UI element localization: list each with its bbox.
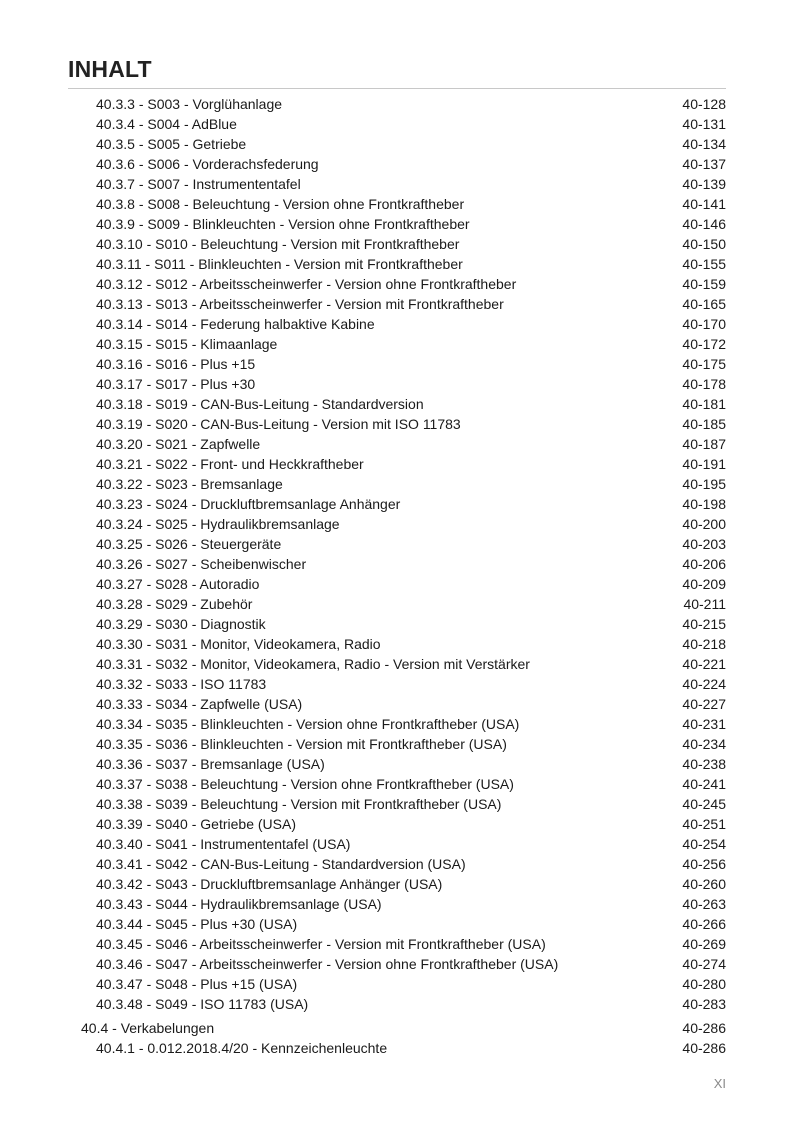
toc-entry-title: 40.3.45 - S046 - Arbeitsscheinwerfer - Version mit Frontkraftheber (USA) xyxy=(96,936,546,952)
toc-entry-page: 40-254 xyxy=(682,836,726,852)
toc-entry-title: 40.3.42 - S043 - Druckluftbremsanlage Anhänger (USA) xyxy=(96,876,443,892)
toc-entry-page: 40-165 xyxy=(682,296,726,312)
toc-entry-page: 40-131 xyxy=(682,116,726,132)
toc-entry-title: 40.3.31 - S032 - Monitor, Videokamera, Radio - Version mit Verstärker xyxy=(96,656,530,672)
toc-row[interactable] xyxy=(0,114,794,134)
toc-entry-page: 40-266 xyxy=(682,916,726,932)
toc-row[interactable] xyxy=(0,734,794,754)
toc-entry-page: 40-172 xyxy=(682,336,726,352)
toc-row[interactable] xyxy=(0,994,794,1014)
toc-row[interactable] xyxy=(0,874,794,894)
toc-entry-page: 40-170 xyxy=(682,316,726,332)
toc-entry-page: 40-139 xyxy=(682,176,726,192)
title-divider xyxy=(68,88,726,89)
toc-row[interactable] xyxy=(0,514,794,534)
toc-row[interactable] xyxy=(0,534,794,554)
toc-row[interactable] xyxy=(0,794,794,814)
toc-row[interactable] xyxy=(0,354,794,374)
toc-entry-page: 40-238 xyxy=(682,756,726,772)
toc-row[interactable] xyxy=(0,674,794,694)
toc-entry-page: 40-234 xyxy=(682,736,726,752)
toc-section-row[interactable] xyxy=(0,1018,794,1038)
toc-entry-title: 40.3.40 - S041 - Instrumententafel (USA) xyxy=(96,836,351,852)
toc-row[interactable] xyxy=(0,234,794,254)
toc-entry-title: 40.3.13 - S013 - Arbeitsscheinwerfer - Version mit Frontkraftheber xyxy=(96,296,504,312)
toc-entry-page: 40-181 xyxy=(682,396,726,412)
toc-entry-title: 40.3.35 - S036 - Blinkleuchten - Version mit Frontkraftheber (USA) xyxy=(96,736,507,752)
toc-entry-title: 40.3.47 - S048 - Plus +15 (USA) xyxy=(96,976,298,992)
toc-entry-page: 40-215 xyxy=(682,616,726,632)
toc-row[interactable] xyxy=(0,574,794,594)
toc-entry-title: 40.3.22 - S023 - Bremsanlage xyxy=(96,476,283,492)
toc-entry-title: 40.3.18 - S019 - CAN-Bus-Leitung - Standardversion xyxy=(96,396,424,412)
toc-entry-page: 40-178 xyxy=(682,376,726,392)
toc-entry-title: 40.3.46 - S047 - Arbeitsscheinwerfer - Version ohne Frontkraftheber (USA) xyxy=(96,956,559,972)
toc-entry-title: 40.3.12 - S012 - Arbeitsscheinwerfer - Version ohne Frontkraftheber xyxy=(96,276,517,292)
toc-entry-title: 40.3.36 - S037 - Bremsanlage (USA) xyxy=(96,756,325,772)
toc-entry-title: 40.3.11 - S011 - Blinkleuchten - Version mit Frontkraftheber xyxy=(96,256,463,272)
toc-entry-page: 40-134 xyxy=(682,136,726,152)
toc-row[interactable] xyxy=(0,1038,794,1058)
toc-row[interactable] xyxy=(0,974,794,994)
toc-entry-title: 40.3.23 - S024 - Druckluftbremsanlage Anhänger xyxy=(96,496,401,512)
toc-entry-title: 40.3.14 - S014 - Federung halbaktive Kabine xyxy=(96,316,375,332)
table-of-contents xyxy=(0,94,794,1058)
toc-row[interactable] xyxy=(0,614,794,634)
toc-entry-page: 40-245 xyxy=(682,796,726,812)
toc-row[interactable] xyxy=(0,934,794,954)
toc-row[interactable] xyxy=(0,174,794,194)
toc-entry-title: 40.3.41 - S042 - CAN-Bus-Leitung - Standardversion (USA) xyxy=(96,856,466,872)
toc-row[interactable] xyxy=(0,334,794,354)
toc-entry-page: 40-191 xyxy=(682,456,726,472)
toc-entry-page: 40-187 xyxy=(682,436,726,452)
toc-row[interactable] xyxy=(0,834,794,854)
toc-entry-title: 40.3.44 - S045 - Plus +30 (USA) xyxy=(96,916,298,932)
toc-entry-title: 40.3.28 - S029 - Zubehör xyxy=(96,596,253,612)
toc-entry-page: 40-200 xyxy=(682,516,726,532)
toc-entry-title: 40.3.32 - S033 - ISO 11783 xyxy=(96,676,267,692)
toc-entry-title: 40.3.9 - S009 - Blinkleuchten - Version ohne Frontkraftheber xyxy=(96,216,470,232)
toc-entry-title: 40.3.39 - S040 - Getriebe (USA) xyxy=(96,816,296,832)
toc-entry-title: 40.3.19 - S020 - CAN-Bus-Leitung - Version mit ISO 11783 xyxy=(96,416,461,432)
toc-row[interactable] xyxy=(0,814,794,834)
toc-row[interactable] xyxy=(0,634,794,654)
toc-entry-title: 40.3.15 - S015 - Klimaanlage xyxy=(96,336,278,352)
toc-row[interactable] xyxy=(0,274,794,294)
toc-entry-title: 40.4 - Verkabelungen xyxy=(81,1020,215,1036)
toc-row[interactable] xyxy=(0,754,794,774)
toc-entry-title: 40.3.20 - S021 - Zapfwelle xyxy=(96,436,261,452)
toc-entry-page: 40-260 xyxy=(682,876,726,892)
toc-entry-title: 40.3.48 - S049 - ISO 11783 (USA) xyxy=(96,996,309,1012)
toc-entry-title: 40.3.7 - S007 - Instrumententafel xyxy=(96,176,301,192)
toc-entry-page: 40-283 xyxy=(682,996,726,1012)
toc-entry-page: 40-137 xyxy=(682,156,726,172)
toc-row[interactable] xyxy=(0,254,794,274)
toc-entry-title: 40.3.3 - S003 - Vorglühanlage xyxy=(96,96,283,112)
toc-entry-title: 40.3.37 - S038 - Beleuchtung - Version ohne Frontkraftheber (USA) xyxy=(96,776,514,792)
toc-entry-page: 40-159 xyxy=(682,276,726,292)
toc-row[interactable] xyxy=(0,394,794,414)
toc-entry-page: 40-269 xyxy=(682,936,726,952)
toc-row[interactable] xyxy=(0,474,794,494)
toc-row[interactable] xyxy=(0,314,794,334)
toc-row[interactable] xyxy=(0,434,794,454)
toc-row[interactable] xyxy=(0,194,794,214)
toc-entry-title: 40.3.27 - S028 - Autoradio xyxy=(96,576,260,592)
toc-entry-page: 40-198 xyxy=(682,496,726,512)
toc-entry-page: 40-274 xyxy=(682,956,726,972)
toc-entry-title: 40.3.30 - S031 - Monitor, Videokamera, Radio xyxy=(96,636,381,652)
toc-row[interactable] xyxy=(0,294,794,314)
toc-entry-title: 40.3.16 - S016 - Plus +15 xyxy=(96,356,256,372)
toc-entry-title: 40.3.8 - S008 - Beleuchtung - Version ohne Frontkraftheber xyxy=(96,196,465,212)
toc-row[interactable] xyxy=(0,954,794,974)
toc-entry-page: 40-251 xyxy=(682,816,726,832)
toc-entry-page: 40-211 xyxy=(683,596,726,612)
toc-row[interactable] xyxy=(0,454,794,474)
toc-entry-title: 40.3.43 - S044 - Hydraulikbremsanlage (USA) xyxy=(96,896,382,912)
toc-row[interactable] xyxy=(0,654,794,674)
toc-entry-page: 40-150 xyxy=(682,236,726,252)
toc-row[interactable] xyxy=(0,714,794,734)
toc-entry-title: 40.3.34 - S035 - Blinkleuchten - Version ohne Frontkraftheber (USA) xyxy=(96,716,520,732)
toc-entry-page: 40-175 xyxy=(682,356,726,372)
toc-entry-page: 40-185 xyxy=(682,416,726,432)
toc-entry-page: 40-195 xyxy=(682,476,726,492)
page-number: XI xyxy=(713,1076,726,1091)
toc-entry-page: 40-209 xyxy=(682,576,726,592)
toc-row[interactable] xyxy=(0,414,794,434)
toc-row[interactable] xyxy=(0,694,794,714)
toc-entry-page: 40-241 xyxy=(682,776,726,792)
toc-row[interactable] xyxy=(0,374,794,394)
toc-entry-title: 40.3.29 - S030 - Diagnostik xyxy=(96,616,266,632)
toc-entry-page: 40-218 xyxy=(682,636,726,652)
toc-entry-page: 40-280 xyxy=(682,976,726,992)
toc-row[interactable] xyxy=(0,774,794,794)
toc-entry-title: 40.3.25 - S026 - Steuergeräte xyxy=(96,536,282,552)
toc-entry-page: 40-155 xyxy=(682,256,726,272)
toc-entry-title: 40.3.6 - S006 - Vorderachsfederung xyxy=(96,156,319,172)
toc-entry-page: 40-263 xyxy=(682,896,726,912)
toc-row[interactable] xyxy=(0,594,794,614)
toc-row[interactable] xyxy=(0,154,794,174)
toc-entry-title: 40.3.4 - S004 - AdBlue xyxy=(96,116,237,132)
toc-entry-page: 40-231 xyxy=(682,716,726,732)
toc-entry-page: 40-256 xyxy=(682,856,726,872)
page-title: INHALT xyxy=(68,56,152,82)
toc-row[interactable] xyxy=(0,854,794,874)
toc-entry-title: 40.3.5 - S005 - Getriebe xyxy=(96,136,247,152)
toc-entry-title: 40.4.1 - 0.012.2018.4/20 - Kennzeichenleuchte xyxy=(96,1040,388,1056)
toc-row[interactable] xyxy=(0,94,794,114)
toc-entry-title: 40.3.21 - S022 - Front- und Heckkraftheber xyxy=(96,456,364,472)
toc-row[interactable] xyxy=(0,214,794,234)
toc-entry-page: 40-227 xyxy=(682,696,726,712)
toc-entry-page: 40-286 xyxy=(682,1040,726,1056)
toc-entry-title: 40.3.10 - S010 - Beleuchtung - Version mit Frontkraftheber xyxy=(96,236,460,252)
toc-entry-page: 40-203 xyxy=(682,536,726,552)
toc-entry-page: 40-221 xyxy=(682,656,726,672)
toc-row[interactable] xyxy=(0,494,794,514)
toc-entry-title: 40.3.33 - S034 - Zapfwelle (USA) xyxy=(96,696,303,712)
toc-entry-page: 40-224 xyxy=(682,676,726,692)
toc-entry-title: 40.3.38 - S039 - Beleuchtung - Version mit Frontkraftheber (USA) xyxy=(96,796,502,812)
toc-entry-page: 40-146 xyxy=(682,216,726,232)
toc-entry-page: 40-128 xyxy=(682,96,726,112)
toc-entry-title: 40.3.26 - S027 - Scheibenwischer xyxy=(96,556,307,572)
toc-entry-title: 40.3.24 - S025 - Hydraulikbremsanlage xyxy=(96,516,340,532)
toc-row[interactable] xyxy=(0,894,794,914)
toc-entry-page: 40-141 xyxy=(682,196,726,212)
toc-row[interactable] xyxy=(0,554,794,574)
toc-row[interactable] xyxy=(0,134,794,154)
toc-entry-page: 40-206 xyxy=(682,556,726,572)
toc-row[interactable] xyxy=(0,914,794,934)
toc-entry-title: 40.3.17 - S017 - Plus +30 xyxy=(96,376,256,392)
toc-entry-page: 40-286 xyxy=(682,1020,726,1036)
